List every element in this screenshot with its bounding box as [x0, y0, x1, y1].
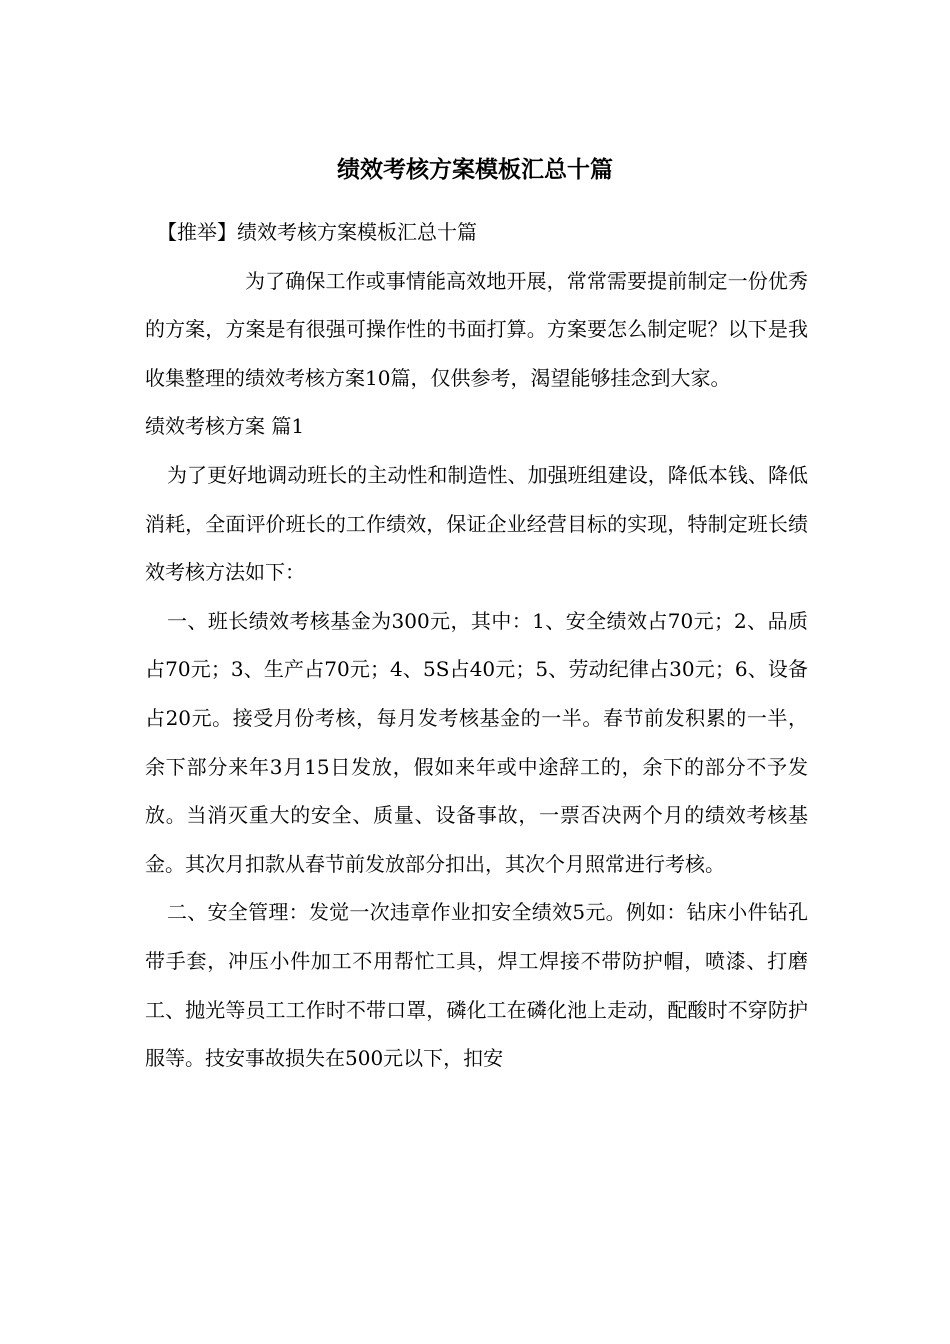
intro-paragraph: 为了确保工作或事情能高效地开展，常常需要提前制定一份优秀的方案，方案是有很强可操作性的书面打算。方案要怎么制定呢？以下是我收集整理的绩效考核方案10篇，仅供参考，渴望能够挂念到大家。 — [145, 268, 808, 390]
recommend-line: 【推举】绩效考核方案模板汇总十篇 — [157, 220, 477, 244]
section-heading-1: 绩效考核方案 篇1 — [145, 414, 305, 439]
document-title: 绩效考核方案模板汇总十篇 — [337, 157, 613, 183]
clause-1-paragraph: 一、班长绩效考核基金为300元，其中：1、安全绩效占70元；2、品质占70元；3、生产占70元；4、5S占40元；5、劳动纪律占30元；6、设备占20元。接受月份考核，每月发考核基金的一半。春节前发积累的一半，余下部分来年3月15日发放，假如来年或中途辞工的，余下的部分不予发放。当消灭重大的安全、质量、设备事故，一票否决两个月的绩效考核基金。其次月扣款从春节前发放部分扣出，其次个月照常进行考核。 — [145, 608, 808, 876]
section-1-intro-paragraph: 为了更好地调动班长的主动性和制造性、加强班组建设，降低本钱、降低消耗，全面评价班长的工作绩效，保证企业经营目标的实现，特制定班长绩效考核方法如下： — [145, 462, 808, 585]
clause-2-paragraph: 二、安全管理：发觉一次违章作业扣安全绩效5元。例如：钻床小件钻孔带手套，冲压小件加工不用帮忙工具，焊工焊接不带防护帽，喷漆、打磨工、抛光等员工工作时不带口罩，磷化工在磷化池上走动，配酸时不穿防护服等。技安事故损失在500元以下，扣安 — [145, 900, 808, 1071]
document-body — [145, 208, 808, 1083]
